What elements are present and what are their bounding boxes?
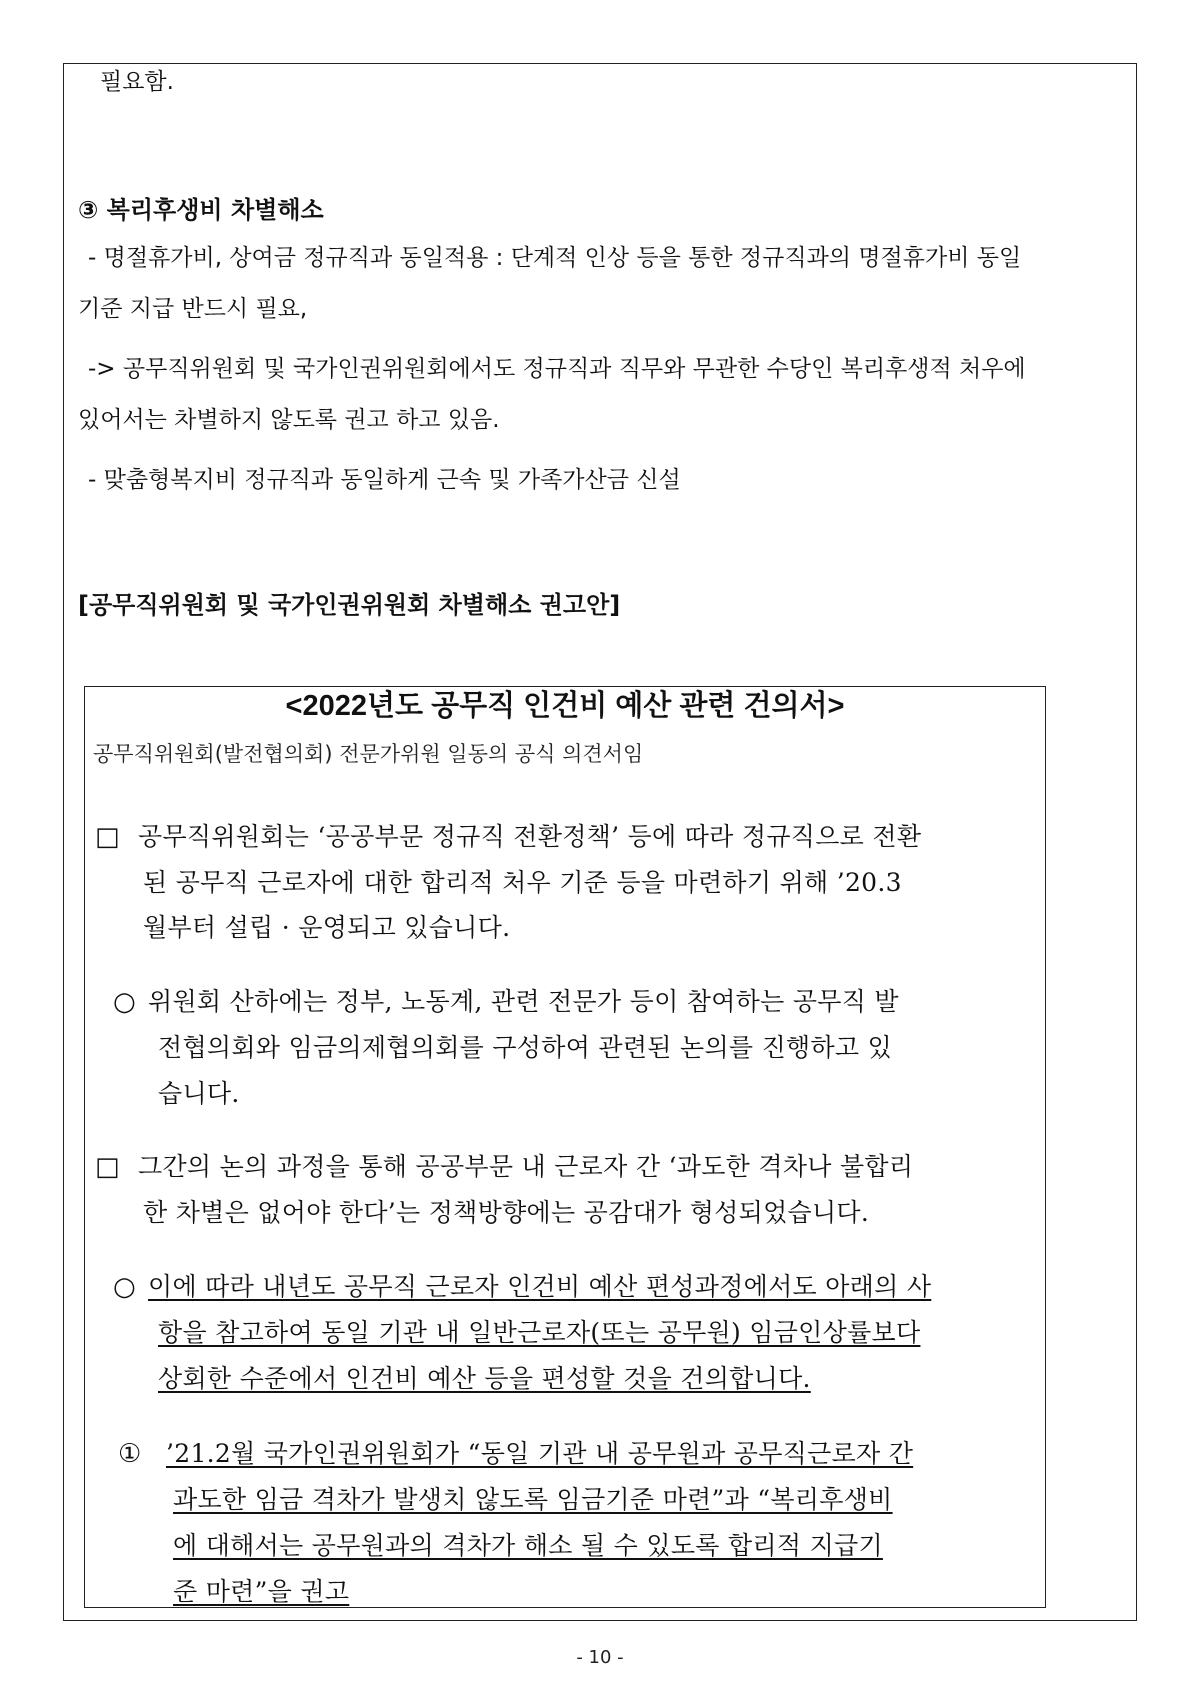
circle-2-line-3: 상회한 수준에서 인건비 예산 등을 편성할 것을 건의합니다. xyxy=(158,1364,811,1393)
block-2-line-2: 한 차별은 없어야 한다’는 정책방향에는 공감대가 형성되었습니다. xyxy=(143,1198,870,1227)
section-3-para-2-line-2: 있어서는 차별하지 않도록 권고 하고 있음. xyxy=(78,407,500,433)
item-1-line-1: ’21.2월 국가인권위원회가 “동일 기관 내 공무원과 공무직근로자 간 xyxy=(166,1439,914,1468)
circle-2-line-1: 이에 따라 내년도 공무직 근로자 인건비 예산 편성과정에서도 아래의 사 xyxy=(148,1272,932,1301)
section-3-para-1-line-1: - 명절휴가비, 상여금 정규직과 동일적용 : 단계적 인상 등을 통한 정규직과의 명절휴가비 동일 xyxy=(88,245,1022,271)
circle-1-line-2: 전협의회와 임금의제협의회를 구성하여 관련된 논의를 진행하고 있 xyxy=(158,1033,893,1062)
page-number: - 10 - xyxy=(576,1647,624,1668)
item-1-line-2: 과도한 임금 격차가 발생치 않도록 임금기준 마련”과 “복리후생비 xyxy=(173,1485,893,1514)
section-3-para-3: - 맞춤형복지비 정규직과 동일하게 근속 및 가족가산금 신설 xyxy=(88,467,681,493)
bullet-circle-icon: ○ xyxy=(113,987,136,1017)
section-3-title: ③ 복리후생비 차별해소 xyxy=(78,196,324,224)
proposal-title: <2022년도 공무직 인건비 예산 관련 건의서> xyxy=(285,690,845,722)
section-3-para-2-line-1: -> 공무직위원회 및 국가인권위원회에서도 정규직과 직무와 무관한 수당인 복리후생적 처우에 xyxy=(88,356,1026,382)
circle-1-line-1: 위원회 산하에는 정부, 노동계, 관련 전문가 등이 참여하는 공무직 발 xyxy=(148,987,899,1016)
checkbox-square-icon: □ xyxy=(95,1152,120,1182)
circle-2-line-2: 항을 참고하여 동일 기관 내 일반근로자(또는 공무원) 임금인상률보다 xyxy=(158,1318,921,1347)
item-1-line-4: 준 마련”을 권고 xyxy=(173,1577,350,1606)
item-1-line-3: 에 대해서는 공무원과의 격차가 해소 될 수 있도록 합리적 지급기 xyxy=(173,1531,883,1560)
checkbox-square-icon: □ xyxy=(95,822,120,852)
bullet-circle-icon: ○ xyxy=(113,1272,136,1302)
block-2-line-1: 그간의 논의 과정을 통해 공공부문 내 근로자 간 ‘과도한 격차나 불합리 xyxy=(138,1152,914,1181)
recommendation-heading: [공무직위원회 및 국가인권위원회 차별해소 권고안] xyxy=(78,591,621,619)
continuation-text: 필요함. xyxy=(100,69,174,95)
circle-1-line-3: 습니다. xyxy=(158,1079,240,1108)
section-3-para-1-line-2: 기준 지급 반드시 필요, xyxy=(78,296,308,322)
block-1-line-2: 된 공무직 근로자에 대한 합리적 처우 기준 등을 마련하기 위해 ’20.3 xyxy=(143,868,902,897)
block-1-line-1: 공무직위원회는 ‘공공부문 정규직 전환정책’ 등에 따라 정규직으로 전환 xyxy=(138,822,922,851)
block-1-line-3: 월부터 설립 · 운영되고 있습니다. xyxy=(143,913,511,942)
proposal-subtitle: 공무직위원회(발전협의회) 전문가위원 일동의 공식 의견서임 xyxy=(93,742,644,766)
number-1-icon: ① xyxy=(118,1439,142,1469)
